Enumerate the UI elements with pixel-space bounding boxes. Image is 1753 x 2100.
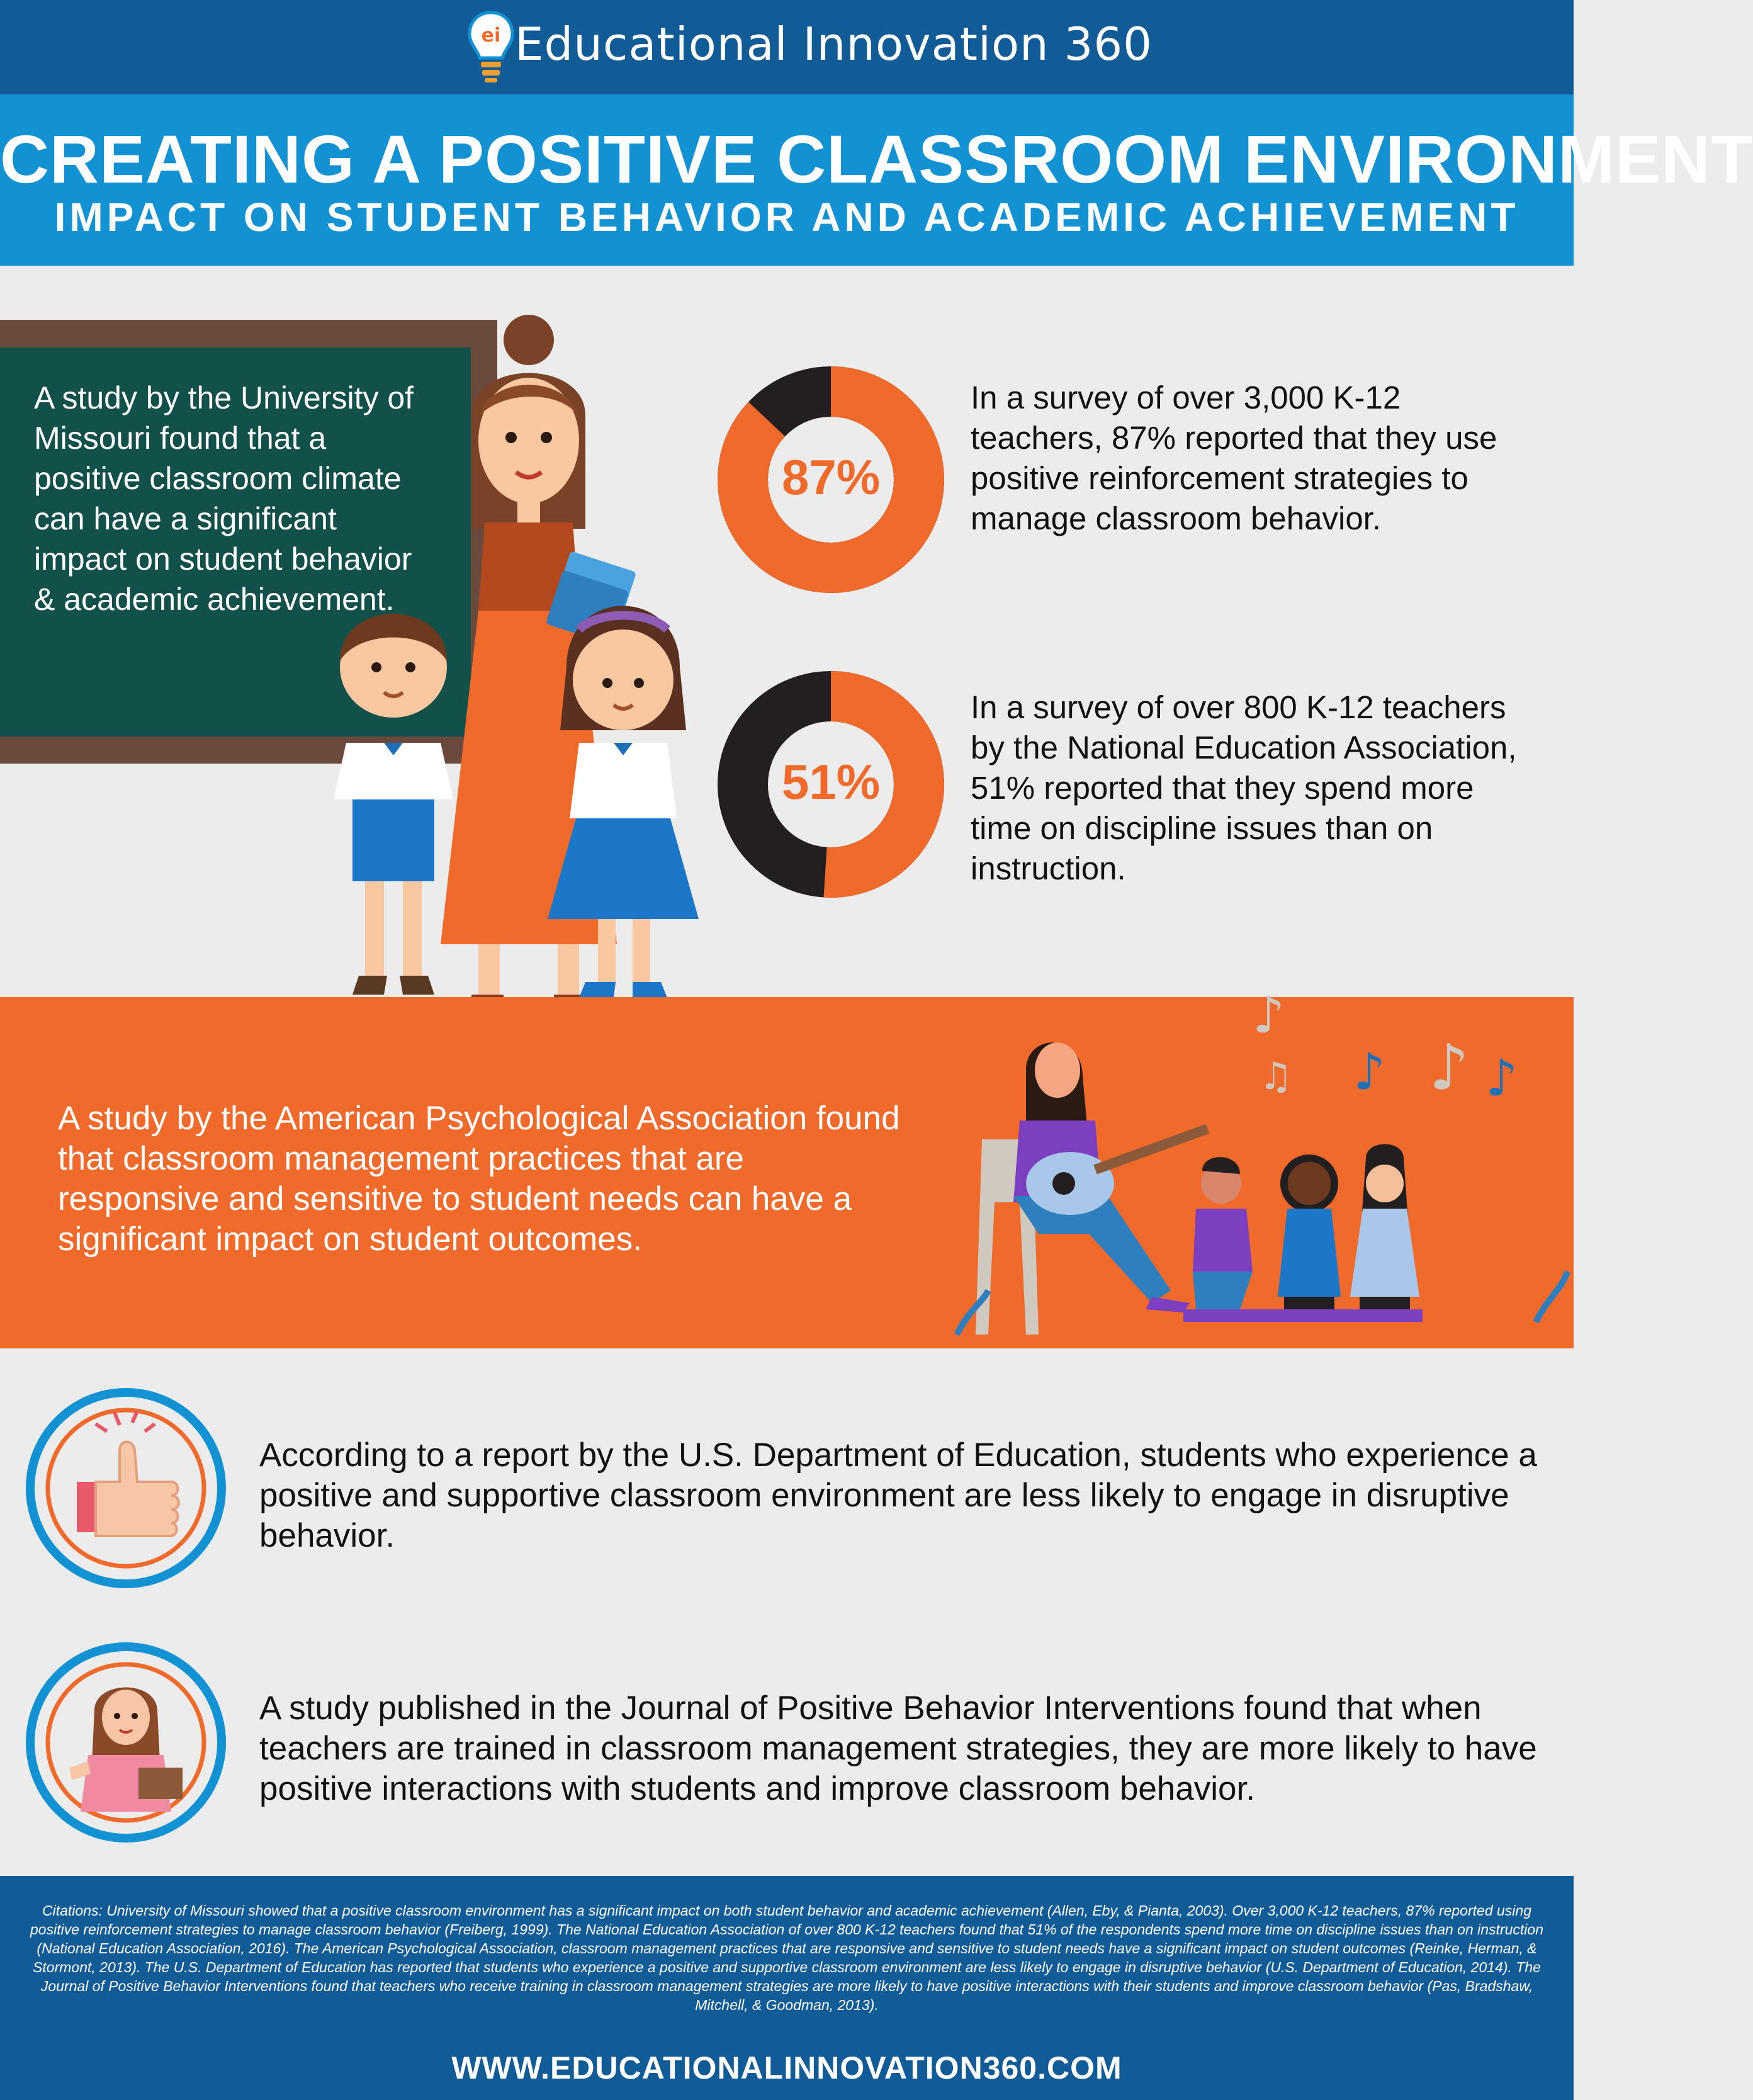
brand-bar — [0, 0, 1574, 94]
guitar-teacher-figure — [976, 1042, 1209, 1335]
music-note-icon: ♪ — [1253, 986, 1285, 1044]
stat-text-51: In a survey of over 800 K-12 teachers by the National Education Association, 51% reported that they spend more time on discipline issues than on instruction. — [971, 689, 1517, 886]
teacher-reading-icon — [69, 1688, 183, 1812]
lightbulb-logo-icon — [466, 9, 516, 86]
jpbi-study-text: A study published in the Journal of Positive Behavior Interventions found that when teachers are trained in classroom management strategies, they are more likely to have positive interactions with students and improve classroom behavior. — [259, 1690, 1537, 1807]
page-subtitle: IMPACT ON STUDENT BEHAVIOR AND ACADEMIC ACHIEVEMENT — [54, 195, 1519, 240]
boy-figure — [334, 614, 453, 995]
stat-value-51: 51% — [781, 754, 881, 810]
title-banner — [0, 94, 1753, 266]
music-note-icon: ♪ — [1485, 1049, 1518, 1107]
stat-value-87: 87% — [781, 449, 881, 505]
website-link[interactable]: WWW.EDUCATIONALINNOVATION360.COM — [451, 2050, 1122, 2086]
page-title: CREATING A POSITIVE CLASSROOM ENVIRONMENT — [0, 121, 1753, 197]
citations-text: Citations: University of Missouri showed that a positive classroom environment has a significant impact on both student behavior and academic achievement (Allen, Eby, & Pianta, 2003). Over 3,000 K-12 teachers, 87% reported using positive reinforcement strategies to manage classroom behavior (Freiberg, 1999). The National Education Association of over 800 K-12 teachers found that 51% of the respondents spend more time on discipline issues than on instruction (National Education Association, 2016). The American Psychological Association, classroom management practices that are responsive and sensitive to student needs have a significant impact on student outcomes (Reinke, Herman, & Stormont, 2013). The U.S. Department of Education has reported that students who experience a positive and supportive classroom environment are less likely to engage in disruptive behavior (U.S. Department of Education, 2014). The Journal of Positive Behavior Interventions found that teachers who receive training in classroom management strategies are more likely to have positive interactions with their students and improve classroom behavior (Pas, Bradshaw, Mitchell, & Goodman, 2013). — [30, 1902, 1543, 2013]
music-note-icon: ♪ — [1353, 1042, 1386, 1101]
brand-name: Educational Innovation 360 — [515, 18, 1153, 71]
music-class-illustration — [944, 986, 1574, 1348]
footer — [0, 1876, 1574, 2100]
doe-report-text: According to a report by the U.S. Department of Education, students who experience a positive and supportive classroom environment are less likely to engage in disruptive behavior. — [259, 1437, 1537, 1554]
children-figures — [1183, 1144, 1423, 1323]
teacher-students-illustration — [315, 315, 705, 1032]
stat-text-87: In a survey of over 3,000 K-12 teachers, 87% reported that they use positive reinforcement strategies to manage classroom behavior. — [971, 380, 1497, 536]
thumbs-up-icon — [77, 1411, 179, 1536]
apa-study-text: A study by the American Psychological Association found that classroom management practices that are responsive and sensitive to student needs can have a significant impact on student outcomes. — [58, 1100, 900, 1258]
logo-letters: ei — [481, 25, 501, 47]
music-note-icon: ♪ — [1429, 1030, 1469, 1104]
teacher-reading-badge — [25, 1642, 227, 1843]
missouri-study-text: A study by the University of Missouri found that a positive classroom climate can have a significant impact on student behavior & academic achievement. — [34, 380, 414, 617]
thumbs-up-badge — [25, 1387, 227, 1589]
music-note-icon: ♫ — [1259, 1054, 1293, 1098]
